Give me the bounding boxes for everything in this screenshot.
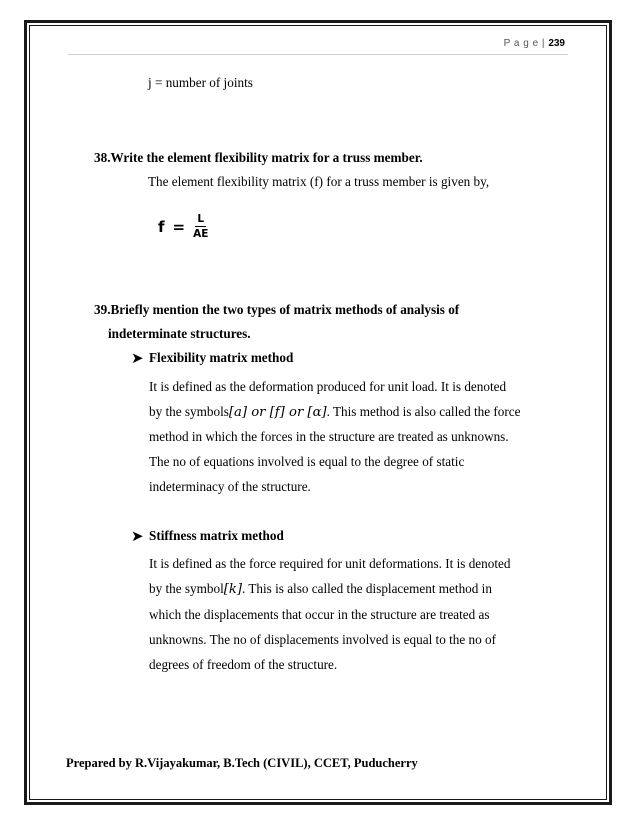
intro-line: j = number of joints [148, 75, 253, 90]
flexibility-title: Flexibility matrix method [149, 350, 294, 365]
page-header [504, 38, 565, 49]
flexibility-line3: method in which the forces in the structure are treated as unknowns. [149, 429, 509, 444]
page-separator: | [541, 38, 546, 49]
footer-credit: Prepared by R.Vijayakumar, B.Tech (CIVIL), CCET, Puducherry [66, 756, 418, 770]
stiffness-line2-suffix: . This is also called the displacement method in [242, 581, 492, 596]
formula-lhs: f [158, 217, 165, 236]
arrowhead-bullet-icon: ➤ [131, 349, 144, 367]
formula-fraction [193, 213, 208, 240]
q39-heading-line2: indeterminate structures. [108, 326, 251, 341]
q38-body: The element flexibility matrix (f) for a truss member is given by, [148, 174, 490, 189]
stiffness-line3: which the displacements that occur in the structure are treated as [149, 607, 490, 622]
formula-denominator: AE [193, 228, 209, 240]
flexibility-line2-suffix: . This method is also called the force [326, 404, 521, 419]
stiffness-line1: It is defined as the force required for unit deformations. It is denoted [149, 556, 511, 571]
flexibility-line2 [149, 404, 521, 421]
q38-heading: 38.Write the element flexibility matrix for a truss member. [94, 150, 423, 165]
flexibility-formula [158, 213, 208, 240]
stiffness-line2 [149, 581, 492, 598]
stiffness-symbol: [k] [223, 582, 243, 597]
header-rule [68, 54, 568, 55]
stiffness-line4: unknowns. The no of displacements involved is equal to the no of [149, 632, 496, 647]
page-number: 239 [548, 38, 565, 49]
page-label: P a g e [503, 38, 539, 49]
flexibility-symbols: [a] or [f] or [α] [228, 405, 327, 420]
arrowhead-bullet-icon: ➤ [131, 527, 144, 545]
stiffness-line2-prefix: by the symbol [149, 581, 224, 596]
stiffness-line5: degrees of freedom of the structure. [149, 657, 338, 672]
formula-numerator: L [197, 213, 205, 225]
stiffness-title: Stiffness matrix method [149, 528, 284, 543]
q39-heading-line1: 39.Briefly mention the two types of matrix methods of analysis of [94, 302, 460, 317]
flexibility-line1: It is defined as the deformation produced for unit load. It is denoted [149, 379, 507, 394]
flexibility-line4: The no of equations involved is equal to the degree of static [149, 454, 465, 469]
formula-equals: = [172, 217, 186, 236]
flexibility-line5: indeterminacy of the structure. [149, 479, 311, 494]
flexibility-line2-prefix: by the symbols [149, 404, 229, 419]
